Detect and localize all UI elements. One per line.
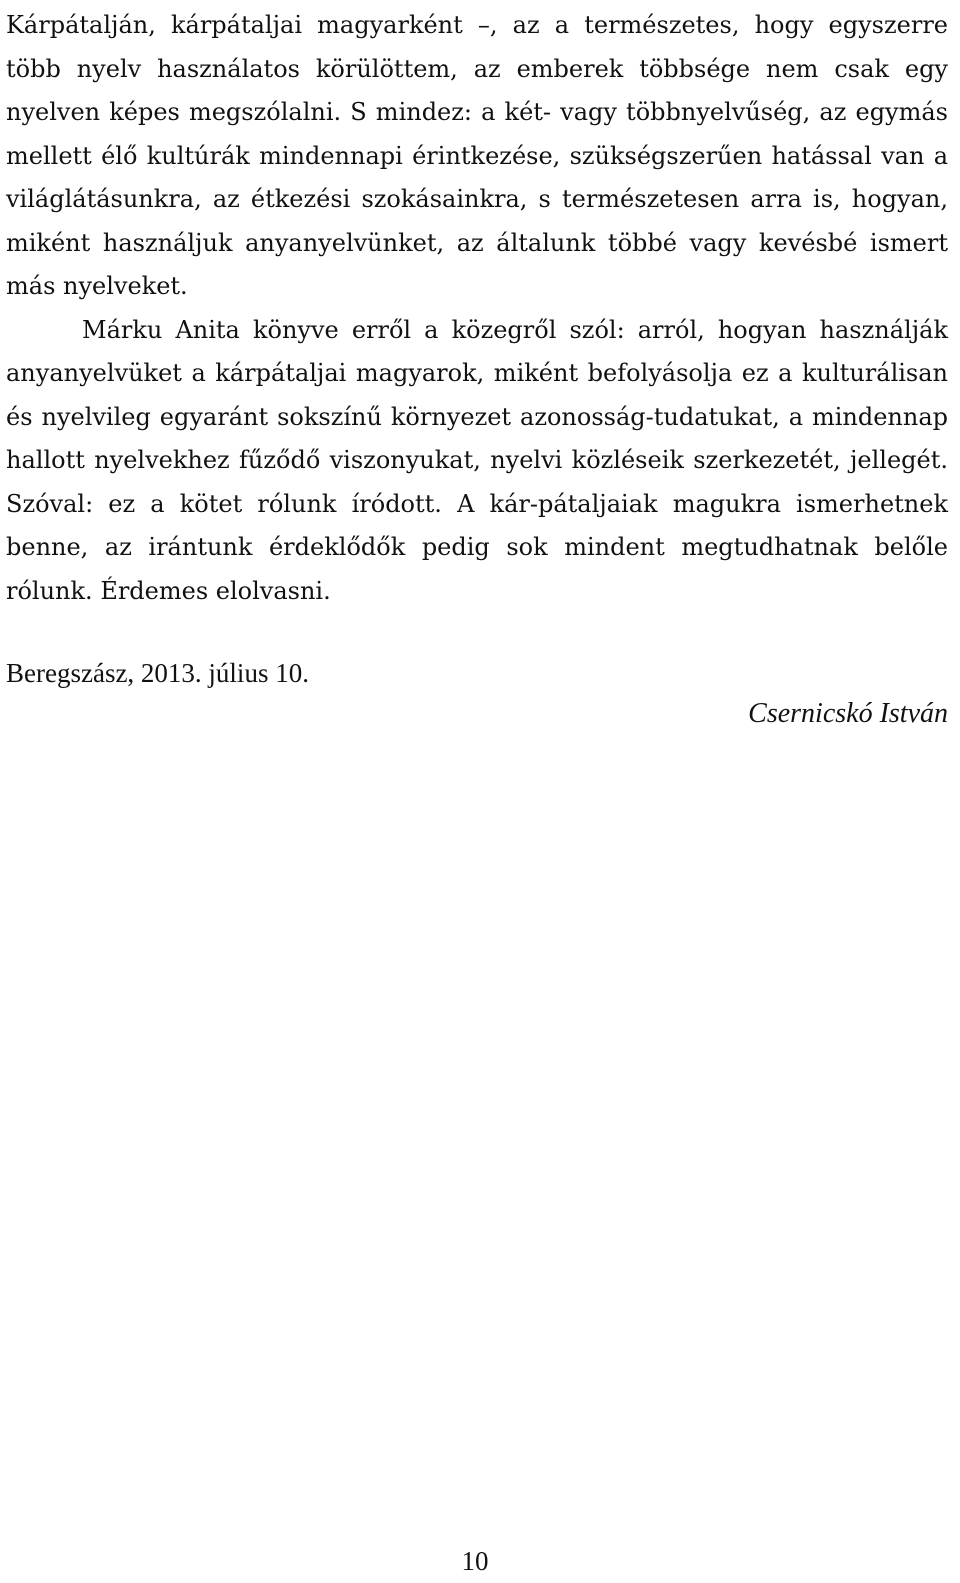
author-signature: Csernicskó István (748, 698, 948, 729)
body-text (6, 4, 948, 613)
paragraph-1: Kárpátalján, kárpátaljai magyarként –, az a természetes, hogy egyszerre több nyelv használatos körülöttem, az emberek többsége nem csak egy nyelven képes megszólalni. S mindez: a két- vagy többnyelvűség, az egymás mellett élő kultúrák mindennapi érintkezése, szükségszerűen hatással van a világlátásunkra, az étkezési szokásainkra, s természetesen arra is, hogyan, miként használjuk anyanyelvünket, az általunk többé vagy kevésbé ismert más nyelveket. (6, 11, 948, 300)
paragraph-2: Márku Anita könyve erről a közegről szól: arról, hogyan használják anyanyelvüket a kárpátaljai magyarok, miként befolyásolja ez a kulturálisan és nyelvileg egyaránt sokszínű környezet azonosság-tudatukat, a mindennap hallott nyelvekhez fűződő viszonyukat, nyelvi közléseik szerkezetét, jellegét. Szóval: ez a kötet rólunk íródott. A kár-pátaljaiak magukra ismerhetnek benne, az irántunk érdeklődők pedig sok mindent megtudhatnak belőle rólunk. Érdemes elolvasni. (6, 315, 948, 605)
place-and-date: Beregszász, 2013. július 10. (6, 658, 309, 688)
page-number: 10 (461, 1546, 489, 1576)
